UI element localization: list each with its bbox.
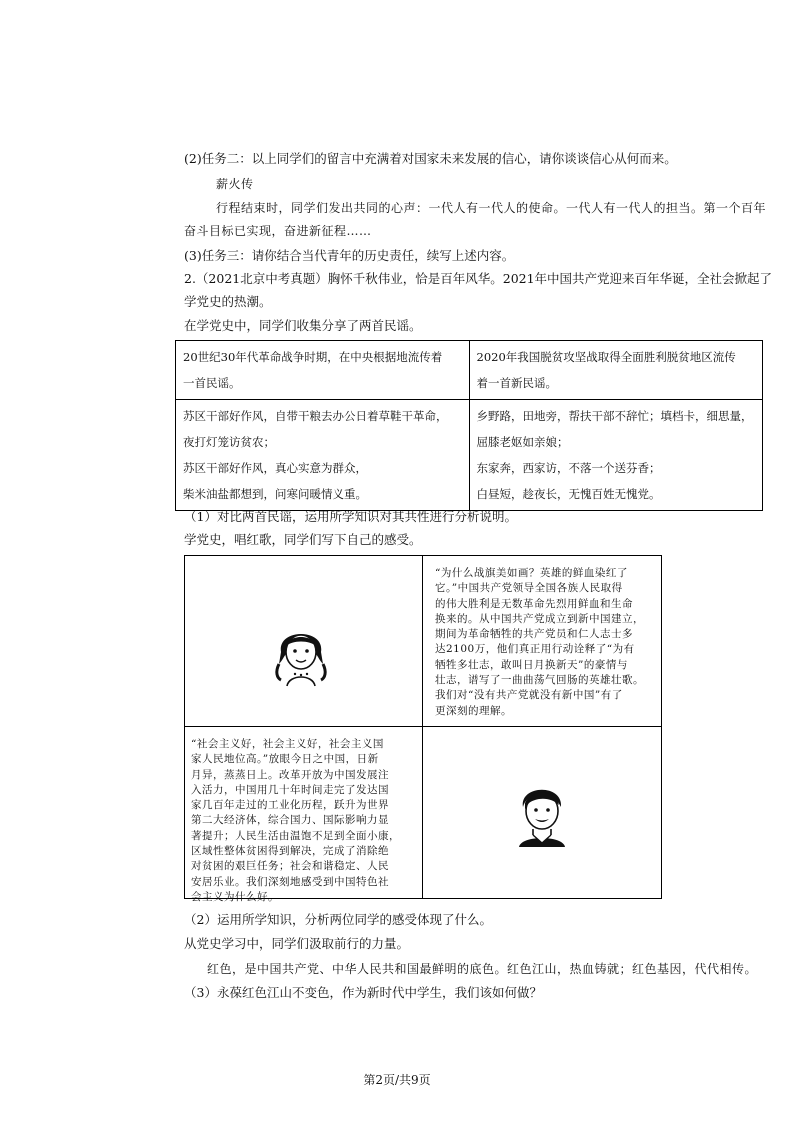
student-reflections-table [184, 555, 662, 903]
ballad-left-line: 夜打灯笼访贫农； [183, 435, 275, 449]
table-row [176, 341, 763, 400]
page-footer: 第2页/共9页 [363, 1073, 431, 1087]
red-color-statement: 红色，是中国共产党、中华人民共和国最鲜明的底色。红色江山，热血铸就；红色基因，代代相传。 [207, 962, 758, 976]
table-header-left [176, 341, 470, 400]
sub-question-3: （3）永葆红色江山不变色，作为新时代中学生，我们该如何做？ [184, 985, 542, 1000]
relay-title: 薪火传 [216, 177, 254, 191]
relay-text-line-2: 奋斗目标已实现，奋进新征程…… [184, 224, 372, 238]
reflection-right-text [435, 566, 644, 719]
text-line: “社会主义好，社会主义好，社会主义国 [191, 738, 384, 750]
relay-text-line-1: 行程结束时，同学们发出共同的心声：一代人有一代人的使命。一代人有一代人的担当。第一个百年 [216, 201, 767, 215]
text-line: 牺牲多壮志，敢叫日月换新天”的豪情与 [435, 658, 628, 671]
text-line: 对贫困的艰巨任务；社会和谐稳定、人民 [191, 860, 389, 873]
text-line: 壮志，谱写了一曲曲荡气回肠的英雄壮歌。 [435, 674, 644, 687]
text-line: 会主义为什么好。 [191, 890, 279, 903]
ballad-left-line: 柴米油盐都想到，问寒问暖情义重。 [183, 487, 367, 501]
boy-icon [511, 777, 571, 847]
table-row [176, 400, 763, 511]
ballad-left [176, 400, 470, 511]
ballad-right-line: 屈膝老妪如亲娘； [476, 435, 569, 449]
header-right-line-1: 2020年我国脱贫攻坚战取得全面胜利脱贫地区流传 [476, 350, 736, 364]
ballad-left-line: 苏区干部好作风，真心实意为群众， [183, 461, 367, 475]
task2-question: (2)任务二：以上同学们的留言中充满着对国家未来发展的信心，请你谈谈信心从何而来。 [184, 151, 677, 166]
header-left-line-2: 一首民谣。 [183, 376, 241, 390]
table-header-right [469, 341, 763, 400]
question-2-line-1: 2.（2021北京中考真题）胸怀千秋伟业，恰是百年风华。2021年中国共产党迎来百年华诞，全社会掀起了 [184, 271, 773, 286]
ballad-right-line: 东家奔，西家访，不落一个送芬香； [476, 461, 661, 475]
header-left-line-1: 20世纪30年代革命战争时期，在中央根据地流传着 [183, 350, 443, 364]
text-line: 它。”中国共产党领导全国各族人民取得 [435, 582, 623, 595]
text-line: 我们对“没有共产党就没有新中国”有了 [435, 689, 623, 702]
text-line: “为什么战旗美如画？英雄的鲜血染红了 [435, 567, 628, 579]
intro-3: 从党史学习中，同学们汲取前行的力量。 [184, 936, 410, 951]
question-2-intro: 在学党史中，同学们收集分享了两首民谣。 [184, 318, 422, 333]
header-right-line-2: 着一首新民谣。 [476, 376, 557, 390]
ballad-right-line: 乡野路，田地旁，帮扶干部不辞忙；填档卡，细思量， [476, 409, 753, 423]
text-line: 区域性整体贫困得到解决，完成了消除绝 [191, 845, 389, 858]
ballad-right [469, 400, 763, 511]
sub-question-2: （2）运用所学知识，分析两位同学的感受体现了什么。 [184, 912, 492, 927]
boy-cell [423, 727, 661, 898]
text-line: 家人民地位高。”放眼今日之中国，日新 [191, 753, 379, 766]
text-line: 第二大经济体，综合国力、国际影响力显 [191, 814, 389, 827]
text-line: 著提升；人民生活由温饱不足到全面小康， [191, 829, 400, 842]
question-2-line-2: 学党史的热潮。 [184, 294, 272, 309]
text-line: 安居乐业。我们深刻地感受到中国特色社 [191, 875, 389, 888]
ballad-comparison-table [175, 340, 763, 511]
ballad-right-line: 白昼短，趁夜长，无愧百姓无愧党。 [476, 487, 661, 501]
text-line: 月异，蒸蒸日上。改革开放为中国发展注 [191, 768, 389, 781]
sub-question-1: （1）对比两首民谣，运用所学知识对其共性进行分析说明。 [184, 509, 517, 524]
reflection-left-text [191, 737, 400, 905]
reflection-cell-right [423, 556, 661, 727]
text-line: 达2100万，他们真正用行动诠释了“为有 [435, 643, 635, 656]
text-line: 家几百年走过的工业化历程，跃升为世界 [191, 799, 389, 812]
text-line: 更深刻的理解。 [435, 704, 512, 717]
text-line: 期间为革命牺牲的共产党员和仁人志士多 [435, 628, 633, 641]
task3-question: (3)任务三：请你结合当代青年的历史责任，续写上述内容。 [184, 248, 515, 263]
text-line: 的伟大胜利是无数革命先烈用鲜血和生命 [435, 597, 633, 610]
text-line: 入活力，中国用几十年时间走完了发达国 [191, 783, 389, 796]
intro-2: 学党史，唱红歌，同学们写下自己的感受。 [184, 532, 422, 547]
ballad-left-line: 苏区干部好作风，自带干粮去办公日着草鞋干革命， [183, 409, 448, 423]
girl-icon [271, 616, 331, 688]
reflection-cell-left [185, 727, 423, 903]
girl-cell [185, 556, 423, 727]
text-line: 换来的。从中国共产党成立到新中国建立， [435, 612, 644, 625]
